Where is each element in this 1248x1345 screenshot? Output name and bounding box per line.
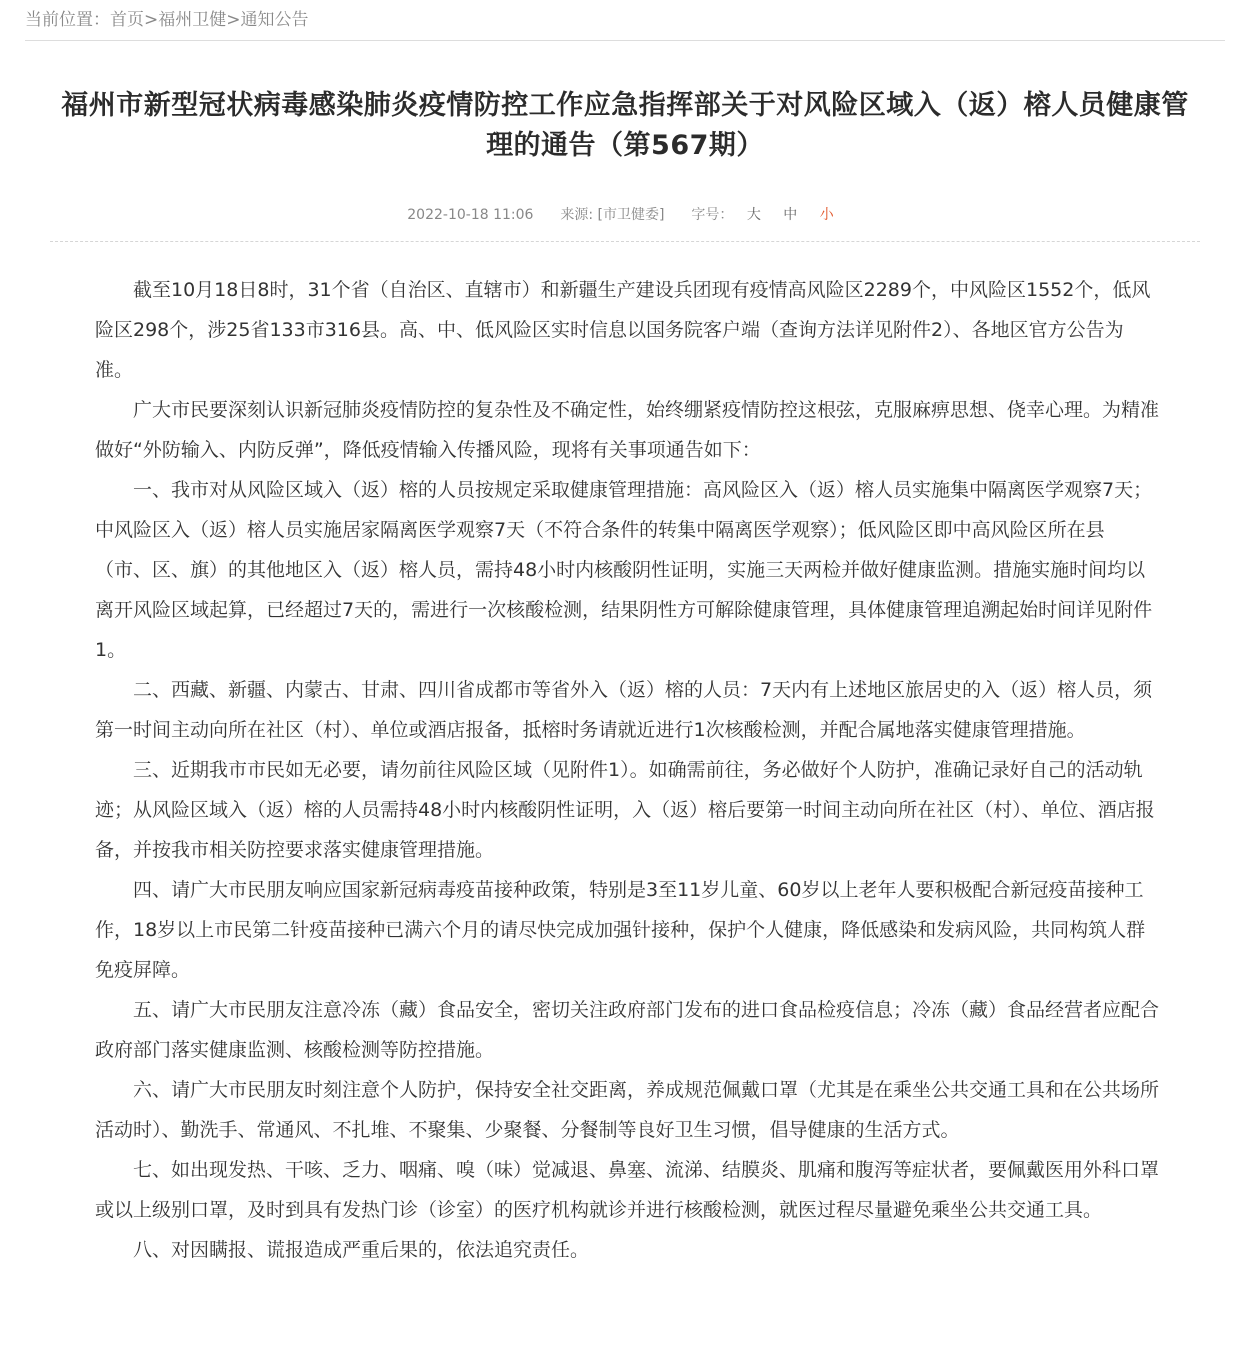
source-label: 来源:: [560, 207, 594, 223]
article-paragraph: 一、我市对从风险区域入（返）榕的人员按规定采取健康管理措施：高风险区入（返）榕人员实施集中隔离医学观察7天；中风险区入（返）榕人员实施居家隔离医学观察7天（不符合条件的转集中隔离医学观察）；低风险区即中高风险区所在县（市、区、旗）的其他地区入（返）榕人员，需持48小时内核酸阴性证明，实施三天两检并做好健康监测。措施实施时间均以离开风险区域起算，已经超过7天的，需进行一次核酸检测，结果阴性方可解除健康管理，具体健康管理追溯起始时间详见附件1。: [95, 479, 1153, 661]
article-title: 福州市新型冠状病毒感染肺炎疫情防控工作应急指挥部关于对风险区域入（返）榕人员健康管理的通告（第567期）: [61, 90, 1189, 161]
font-size-small-button[interactable]: 小: [819, 207, 834, 223]
font-size-medium-button[interactable]: 中: [783, 207, 798, 223]
breadcrumb-link-notices[interactable]: 通知公告: [240, 10, 309, 30]
font-size-large-button[interactable]: 大: [746, 207, 761, 223]
publish-date: 2022-10-18 11:06: [407, 207, 534, 223]
article-paragraph: 四、请广大市民朋友响应国家新冠病毒疫苗接种政策，特别是3至11岁儿童、60岁以上老年人要积极配合新冠疫苗接种工作，18岁以上市民第二针疫苗接种已满六个月的请尽快完成加强针接种，保护个人健康，降低感染和发病风险，共同构筑人群免疫屏障。: [95, 879, 1146, 981]
article-paragraph: 七、如出现发热、干咳、乏力、咽痛、嗅（味）觉减退、鼻塞、流涕、结膜炎、肌痛和腹泻等症状者，要佩戴医用外科口罩或以上级别口罩，及时到具有发热门诊（诊室）的医疗机构就诊并进行核酸检测，就医过程尽量避免乘坐公共交通工具。: [95, 1159, 1160, 1221]
article-body: [95, 270, 1160, 1270]
article-paragraph: 截至10月18日8时，31个省（自治区、直辖市）和新疆生产建设兵团现有疫情高风险区2289个，中风险区1552个，低风险区298个，涉25省133市316县。高、中、低风险区实时信息以国务院客户端（查询方法详见附件2）、各地区官方公告为准。: [95, 279, 1151, 381]
breadcrumb-prefix: 当前位置：: [25, 10, 110, 30]
breadcrumb: [25, 0, 1225, 41]
article-paragraph: 二、西藏、新疆、内蒙古、甘肃、四川省成都市等省外入（返）榕的人员：7天内有上述地区旅居史的入（返）榕人员，须第一时间主动向所在社区（村）、单位或酒店报备，抵榕时务请就近进行1次核酸检测，并配合属地落实健康管理措施。: [95, 679, 1153, 741]
article-paragraph: 三、近期我市市民如无必要，请勿前往风险区域（见附件1）。如确需前往，务必做好个人防护，准确记录好自己的活动轨迹；从风险区域入（返）榕的人员需持48小时内核酸阴性证明，入（返）榕后要第一时间主动向所在社区（村）、单位、酒店报备，并按我市相关防控要求落实健康管理措施。: [95, 759, 1155, 861]
breadcrumb-separator: >: [144, 10, 159, 30]
article-meta: [50, 203, 1200, 242]
article-paragraph: 五、请广大市民朋友注意冷冻（藏）食品安全，密切关注政府部门发布的进口食品检疫信息；冷冻（藏）食品经营者应配合政府部门落实健康监测、核酸检测等防控措施。: [95, 999, 1160, 1061]
article-paragraph: 六、请广大市民朋友时刻注意个人防护，保持安全社交距离，养成规范佩戴口罩（尤其是在乘坐公共交通工具和在公共场所活动时）、勤洗手、常通风、不扎堆、不聚集、少聚餐、分餐制等良好卫生习惯，倡导健康的生活方式。: [95, 1079, 1160, 1141]
article-paragraph: 八、对因瞒报、谎报造成严重后果的，依法追究责任。: [133, 1239, 590, 1261]
source-value: [市卫健委]: [597, 207, 665, 223]
breadcrumb-link-fuzhou-health[interactable]: 福州卫健: [158, 10, 227, 30]
font-size-label: 字号：: [691, 207, 734, 223]
breadcrumb-separator: >: [226, 10, 241, 30]
breadcrumb-link-home[interactable]: 首页: [110, 10, 144, 30]
article-paragraph: 广大市民要深刻认识新冠肺炎疫情防控的复杂性及不确定性，始终绷紧疫情防控这根弦，克服麻痹思想、侥幸心理。为精准做好“外防输入、内防反弹”，降低疫情输入传播风险，现将有关事项通告如下：: [95, 399, 1160, 461]
